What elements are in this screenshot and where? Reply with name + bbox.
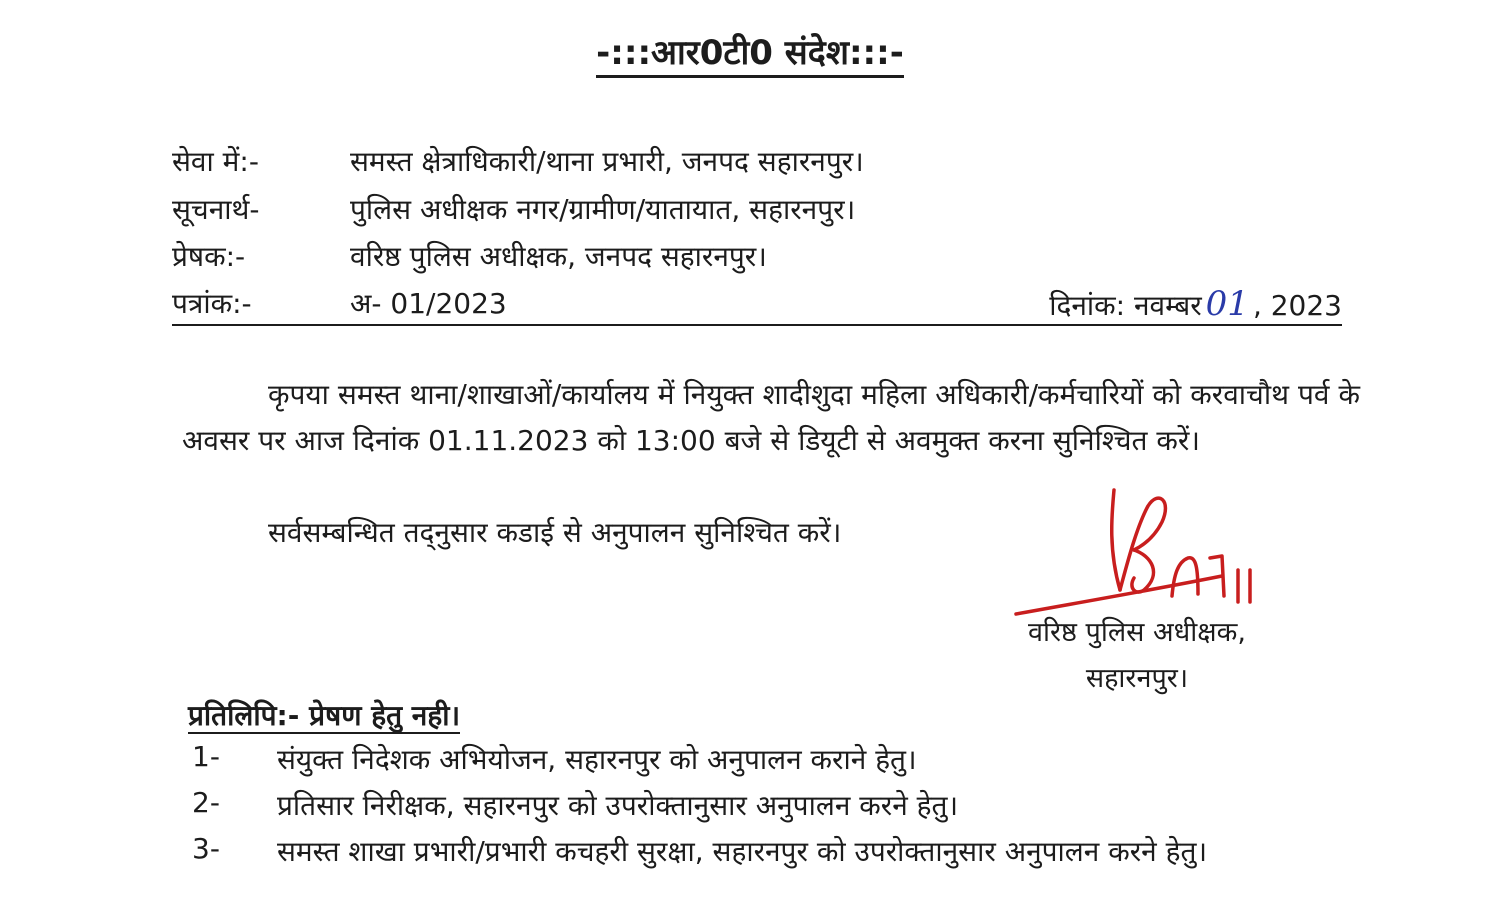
header-divider: [172, 324, 1342, 326]
copy-item-text: समस्त शाखा प्रभारी/प्रभारी कचहरी सुरक्षा, सहारनपुर को उपरोक्तानुसार अनुपालन करने हेतु।: [277, 835, 1208, 868]
copy-heading: [188, 696, 460, 734]
from-value: वरिष्ठ पुलिस अधीक्षक, जनपद सहारनपुर।: [350, 240, 767, 273]
info-value: पुलिस अधीक्षक नगर/ग्रामीण/यातायात, सहारनपुर।: [350, 193, 856, 226]
title-text: -:::आर0टी0 संदेश:::-: [596, 33, 904, 78]
date-day-handwritten: 01: [1205, 284, 1249, 324]
to-value: समस्त क्षेत्राधिकारी/थाना प्रभारी, जनपद सहारनपुर।: [350, 145, 864, 178]
body-paragraph-1: कृपया समस्त थाना/शाखाओं/कार्यालय में नियुक्त शादीशुदा महिला अधिकारी/कर्मचारियों को करवाचौथ पर्व के अवसर पर आज दिनांक 01.11.2023 को 13:00 बजे से डियूटी से अवमुक्त करना सुनिश्चित करें।: [182, 378, 1360, 457]
ref-label: पत्रांक:-: [172, 287, 252, 320]
signature-mark: [1012, 478, 1292, 628]
from-label: प्रेषक:-: [172, 240, 246, 273]
copy-item-text: संयुक्त निदेशक अभियोजन, सहारनपुर को अनुपालन कराने हेतु।: [277, 743, 917, 776]
copy-item-text: प्रतिसार निरीक्षक, सहारनपुर को उपरोक्तानुसार अनुपालन करने हेतु।: [277, 789, 959, 822]
signature-block: [1028, 610, 1246, 702]
date-line: [1049, 284, 1342, 324]
date-year: , 2023: [1252, 289, 1342, 322]
signatory-designation: वरिष्ठ पुलिस अधीक्षक,: [1028, 617, 1246, 648]
date-label: दिनांक: नवम्बर: [1049, 289, 1202, 322]
body-paragraph-2: सर्वसम्बन्धित तद्नुसार कडाई से अनुपालन सुनिश्चित करें।: [268, 516, 842, 549]
signatory-place: सहारनपुर।: [1085, 663, 1189, 694]
ref-value: अ- 01/2023: [350, 287, 507, 320]
info-label: सूचनार्थ-: [172, 193, 260, 226]
copy-item-number: 3-: [192, 832, 220, 865]
page-title: [0, 28, 1500, 74]
copy-item-number: 1-: [192, 740, 220, 773]
to-label: सेवा में:-: [172, 145, 259, 178]
copy-item-number: 2-: [192, 786, 220, 819]
copy-heading-text: प्रतिलिपि:- प्रेषण हेतु नही।: [188, 699, 461, 732]
